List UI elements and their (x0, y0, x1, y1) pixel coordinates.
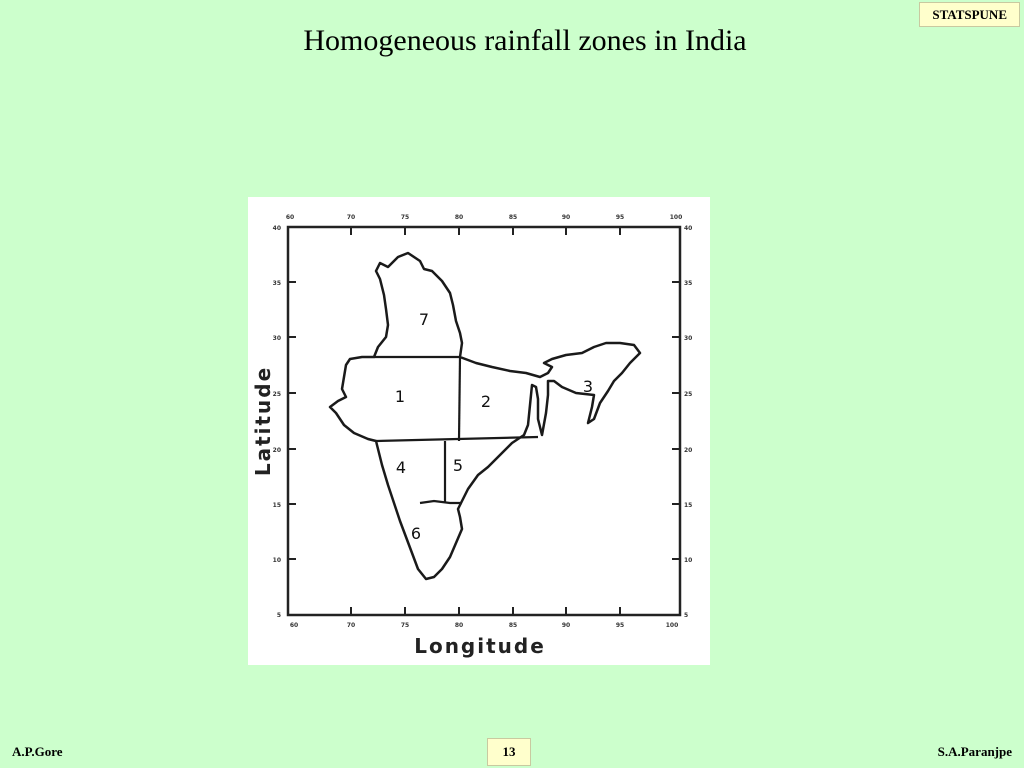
svg-text:95: 95 (615, 622, 625, 629)
svg-text:20: 20 (272, 447, 281, 454)
svg-text:40: 40 (272, 225, 281, 232)
svg-text:95: 95 (615, 214, 625, 221)
page-number: 13 (487, 738, 531, 766)
x-axis-title: Longitude (414, 634, 546, 658)
zone-label-4: 4 (395, 458, 407, 477)
svg-text:85: 85 (508, 214, 518, 221)
zone-label-7: 7 (418, 310, 430, 329)
svg-text:30: 30 (684, 335, 693, 342)
svg-text:70: 70 (346, 214, 356, 221)
map-figure (248, 197, 710, 665)
svg-text:30: 30 (272, 335, 281, 342)
zone-label-3: 3 (582, 377, 594, 396)
svg-text:10: 10 (272, 557, 281, 564)
svg-text:10: 10 (684, 557, 693, 564)
svg-text:90: 90 (561, 214, 571, 221)
statspune-badge: STATSPUNE (919, 2, 1020, 27)
top-tick-labels (286, 214, 682, 221)
svg-text:35: 35 (684, 280, 693, 287)
zone-dividers (374, 357, 538, 503)
svg-text:85: 85 (508, 622, 518, 629)
map-frame (288, 227, 680, 615)
svg-text:35: 35 (272, 280, 281, 287)
zone-label-5: 5 (452, 456, 464, 475)
svg-text:60: 60 (289, 622, 299, 629)
svg-text:80: 80 (454, 622, 464, 629)
svg-text:15: 15 (684, 502, 693, 509)
svg-text:25: 25 (684, 391, 693, 398)
svg-text:20: 20 (684, 447, 693, 454)
india-outline (330, 253, 640, 579)
svg-text:5: 5 (276, 612, 281, 619)
svg-text:75: 75 (400, 214, 410, 221)
svg-text:5: 5 (684, 612, 689, 619)
svg-text:60: 60 (285, 214, 295, 221)
svg-text:80: 80 (454, 214, 464, 221)
svg-text:15: 15 (272, 502, 281, 509)
svg-text:100: 100 (665, 622, 679, 629)
zone-label-1: 1 (394, 387, 406, 406)
y-axis-title: Latitude (251, 365, 275, 477)
india-rainfall-map (248, 197, 710, 665)
footer-author-right: S.A.Paranjpe (937, 744, 1012, 759)
footer-author-left: A.P.Gore (12, 744, 63, 759)
zone-label-2: 2 (480, 392, 492, 411)
svg-text:40: 40 (684, 225, 693, 232)
svg-text:25: 25 (272, 391, 281, 398)
zone-labels (395, 310, 593, 543)
zone-label-6: 6 (410, 524, 422, 543)
svg-text:90: 90 (561, 622, 571, 629)
svg-text:100: 100 (669, 214, 683, 221)
svg-text:70: 70 (346, 622, 356, 629)
right-tick-labels (684, 225, 692, 619)
bottom-tick-labels (290, 622, 678, 629)
svg-text:75: 75 (400, 622, 410, 629)
slide-title: Homogeneous rainfall zones in India (303, 24, 747, 57)
